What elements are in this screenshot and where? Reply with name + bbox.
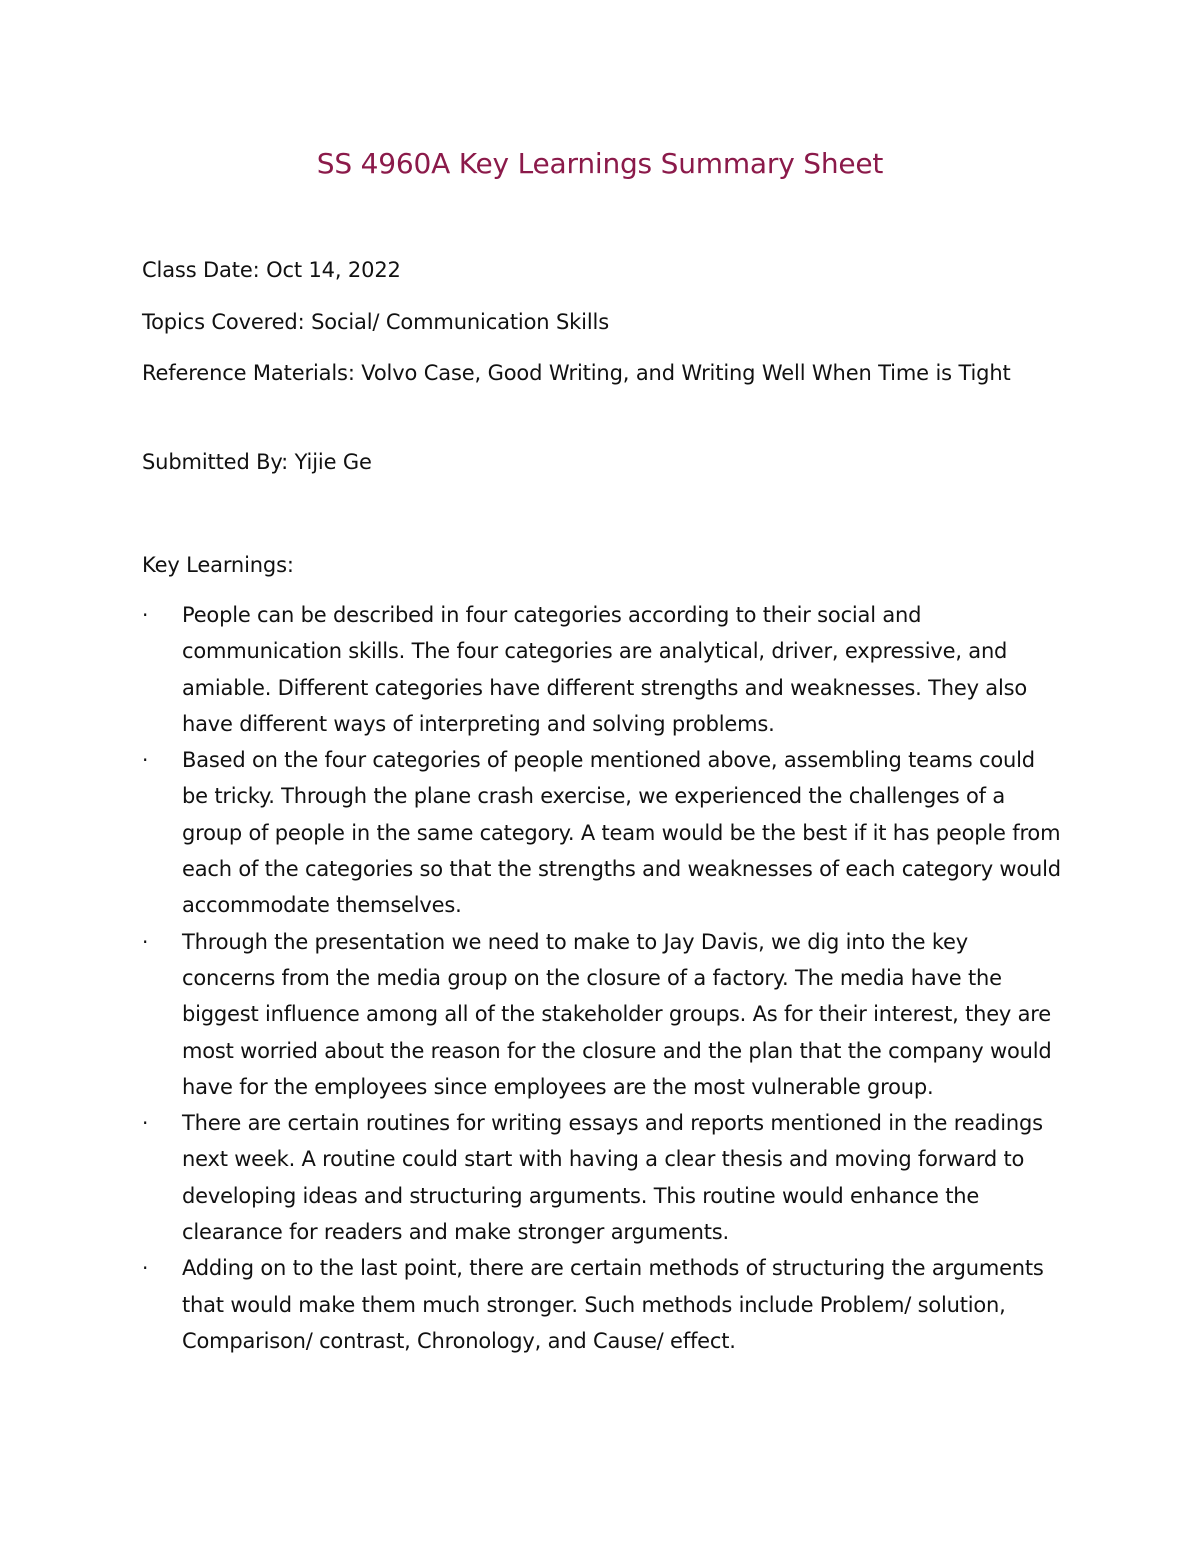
key-learning-item (142, 1250, 1062, 1359)
reference-materials: Reference Materials: Volvo Case, Good Writing, and Writing Well When Time is Tight (142, 361, 1011, 385)
key-learning-text: Through the presentation we need to make to Jay Davis, we dig into the key concerns from the media group on the closure of a factory. The media have the biggest influence among all of the stakeholder groups. As for their interest, they are most worried about the reason for the closure and the plan that the company would have for the employees since employees are the most vulnerable group. (182, 929, 1052, 1099)
key-learnings-list (142, 597, 1062, 1359)
class-date: Class Date: Oct 14, 2022 (142, 258, 401, 282)
key-learning-text: There are certain routines for writing essays and reports mentioned in the readings next week. A routine could start with having a clear thesis and moving forward to developing ideas and structuring arguments. This routine would enhance the clearance for readers and make stronger arguments. (182, 1111, 1043, 1245)
bullet-icon: · (142, 603, 149, 627)
key-learning-item (142, 924, 1062, 1105)
key-learning-text: People can be described in four categories according to their social and communication skills. The four categories are analytical, driver, expressive, and amiable. Different categories have different strengths and weaknesses. They also have different ways of interpreting and solving problems. (182, 603, 1027, 736)
key-learning-item (142, 597, 1062, 742)
key-learning-item (142, 742, 1062, 923)
submitted-by: Submitted By: Yijie Ge (142, 450, 372, 474)
topics-covered: Topics Covered: Social/ Communication Skills (142, 310, 610, 334)
key-learning-text: Adding on to the last point, there are certain methods of structuring the arguments that would make them much stronger. Such methods include Problem/ solution, Comparison/ contrast, Chronology, and Cause/ effect. (182, 1256, 1044, 1353)
bullet-icon: · (142, 748, 149, 773)
bullet-icon: · (142, 1111, 149, 1136)
key-learning-text: Based on the four categories of people mentioned above, assembling teams could be tricky. Through the plane crash exercise, we experienced the challenges of a group of people in the same category. A team would be the best if it has people from each of the categories so that the strengths and weaknesses of each category would accommodate themselves. (182, 748, 1061, 918)
document-title: SS 4960A Key Learnings Summary Sheet (316, 147, 884, 180)
key-learnings-heading: Key Learnings: (142, 553, 294, 577)
key-learning-item (142, 1105, 1062, 1250)
bullet-icon: · (142, 929, 149, 954)
bullet-icon: · (142, 1256, 149, 1281)
